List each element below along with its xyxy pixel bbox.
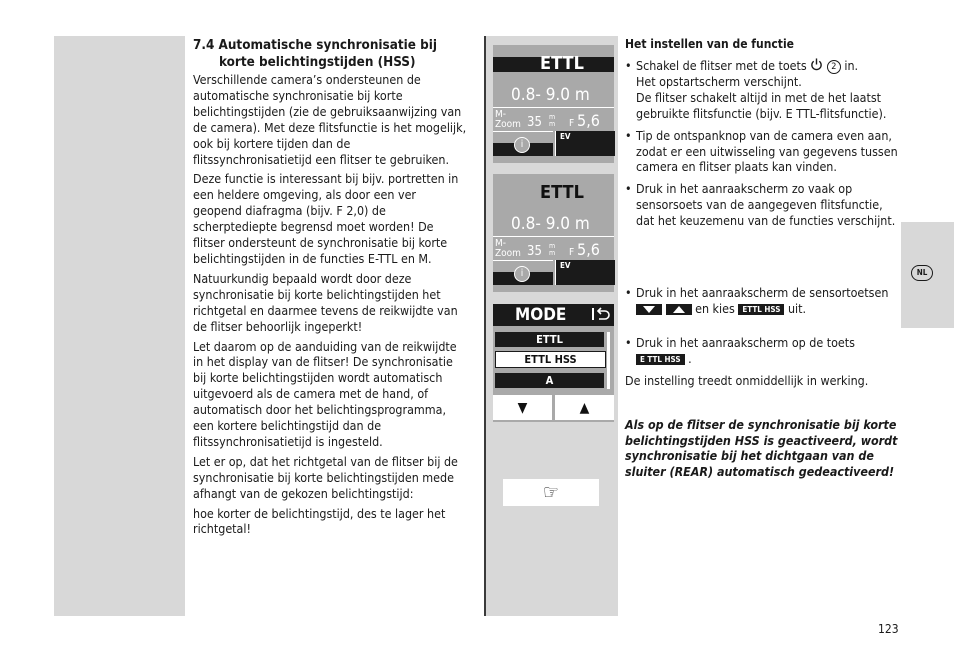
ev-button[interactable]: EV (555, 131, 615, 156)
italic-note: Als op de flitser de synchronisatie bij korte belichtingstijden HSS is geactiveerd, wordt synchronisatie bij het dichtgaan van de sluiter (REAR) automatisch gedeactiveerd! (625, 416, 898, 480)
power-icon (810, 58, 823, 71)
column-divider (484, 36, 486, 616)
zoom-label: M- Zoom (495, 238, 521, 259)
menu-option-ettl-hss[interactable]: ETTL HSS (495, 351, 606, 368)
instruction-step: • Schakel de flitser met de toets 2 in. Het opstartscherm verschijnt. De flitser schakelt altijd in met de het laatst gebruikte flitsfunctie (bijv. E TTL-flitsfunctie). (625, 58, 900, 122)
instruction-step: • Druk in het aanraakscherm op de toets E TTL HSS . (625, 335, 900, 367)
mode-menu-display (493, 304, 614, 422)
paragraph: Let daarom op de aanduiding van de reikwijdte in het display van de flitser! De synchronisatie bij korte belichtingstijden wordt automatisch uitgevoerd als de camera met de hand, of automatisch door het belichtingsprogramma, een kortere belichtingstijd dan de flitssynchronisatietijd is ingesteld. (193, 338, 457, 449)
f-number: F 5,6 (569, 111, 600, 130)
flash-display-2 (493, 174, 614, 292)
left-margin-panel (54, 36, 185, 616)
paragraph: Natuurkundig bepaald wordt door deze synchronisatie bij korte belichtingstijden het richtgetal en daarmee tevens de reikwijdte van de flitser behoorlijk ingeperkt! (193, 270, 458, 334)
back-icon[interactable] (591, 306, 611, 322)
ettl-hss-chip: ETTL HSS (738, 304, 784, 315)
section-title: 7.4 Automatische synchronisatie bij korte belichtingstijden (HSS) (193, 38, 437, 70)
language-badge: NL (911, 265, 933, 281)
right-text-column (625, 37, 900, 484)
instructions-heading: Het instellen van de functie (625, 37, 794, 51)
paragraph: Deze functie is interessant bij bijv. portretten in een heldere omgeving, als door een ver geopend diafragma (bijv. F 2,0) de scherptediepte begrensd moet worden! De flitser ondersteunt de synchronisatie bij korte belichtingstijden in de functies E-TTL en M. (193, 171, 459, 266)
instruction-step: • Druk in het aanraakscherm de sensortoetsen en kies ETTL HSS uit. (625, 285, 900, 317)
info-button[interactable] (493, 260, 553, 286)
result-text: De instelling treedt onmiddellijk in werking. (625, 372, 869, 388)
ev-button[interactable]: EV (555, 260, 615, 285)
e-ttl-hss-chip: E TTL HSS (636, 354, 685, 365)
zoom-row[interactable] (493, 236, 614, 263)
note-hand-icon-box (503, 479, 599, 506)
menu-scrollbar[interactable] (607, 332, 610, 389)
zoom-row[interactable] (493, 107, 614, 134)
mode-bar[interactable]: ETTL (493, 57, 614, 72)
zoom-unit: m m (549, 242, 556, 257)
down-key-icon (636, 304, 662, 315)
zoom-unit: m m (549, 113, 556, 128)
pointing-hand-icon: ☞ (542, 480, 560, 504)
paragraph: Verschillende camera’s ondersteunen de automatische synchronisatie bij korte belichtingstijden (zie de gebruiksaanwijzing van de camera). Met deze flitsfunctie is het mogelijk, ook bij kortere tijden dan de flitssynchronisatietijd een flitser te gebruiken. (193, 72, 467, 167)
up-arrow-button[interactable]: ▲ (555, 395, 614, 420)
menu-option-ettl[interactable]: ETTL (495, 332, 604, 347)
circled-number: 2 (827, 60, 841, 74)
mode-bar[interactable]: ETTL (540, 182, 584, 203)
zoom-value: 35 (527, 115, 542, 130)
paragraph: hoe korter de belichtingstijd, des te lager het richtgetal! (193, 505, 446, 537)
up-key-icon (666, 304, 692, 315)
zoom-value: 35 (527, 244, 542, 259)
info-button[interactable] (493, 131, 553, 157)
range-readout: 0.8- 9.0 m (511, 214, 590, 234)
info-icon: i (514, 266, 530, 282)
instruction-step: • Tip de ontspanknop van de camera even aan, zodat er een uitwisseling van gegevens tussen camera en flitser plaats kan vinden. (625, 128, 900, 176)
menu-option-a[interactable]: A (495, 373, 604, 388)
flash-display-1 (493, 45, 614, 163)
bottom-row (493, 131, 614, 156)
bottom-row (493, 260, 614, 285)
left-text-column (193, 37, 468, 541)
f-number: F 5,6 (569, 240, 600, 259)
mode-menu-header: MODE (493, 304, 614, 326)
down-arrow-button[interactable]: ▼ (493, 395, 552, 420)
page-number: 123 (878, 622, 899, 636)
instruction-step: • Druk in het aanraakscherm zo vaak op sensorsoets van de aangegeven flitsfunctie, dat het keuzemenu van de functies verschijnt. (625, 181, 900, 229)
paragraph: Let er op, dat het richtgetal van de flitser bij de synchronisatie bij korte belichtingstijden mede afhangt van de gekozen belichtingstijd: (193, 453, 458, 501)
info-icon: i (514, 137, 530, 153)
range-readout: 0.8- 9.0 m (511, 85, 590, 105)
zoom-label: M- Zoom (495, 109, 521, 130)
